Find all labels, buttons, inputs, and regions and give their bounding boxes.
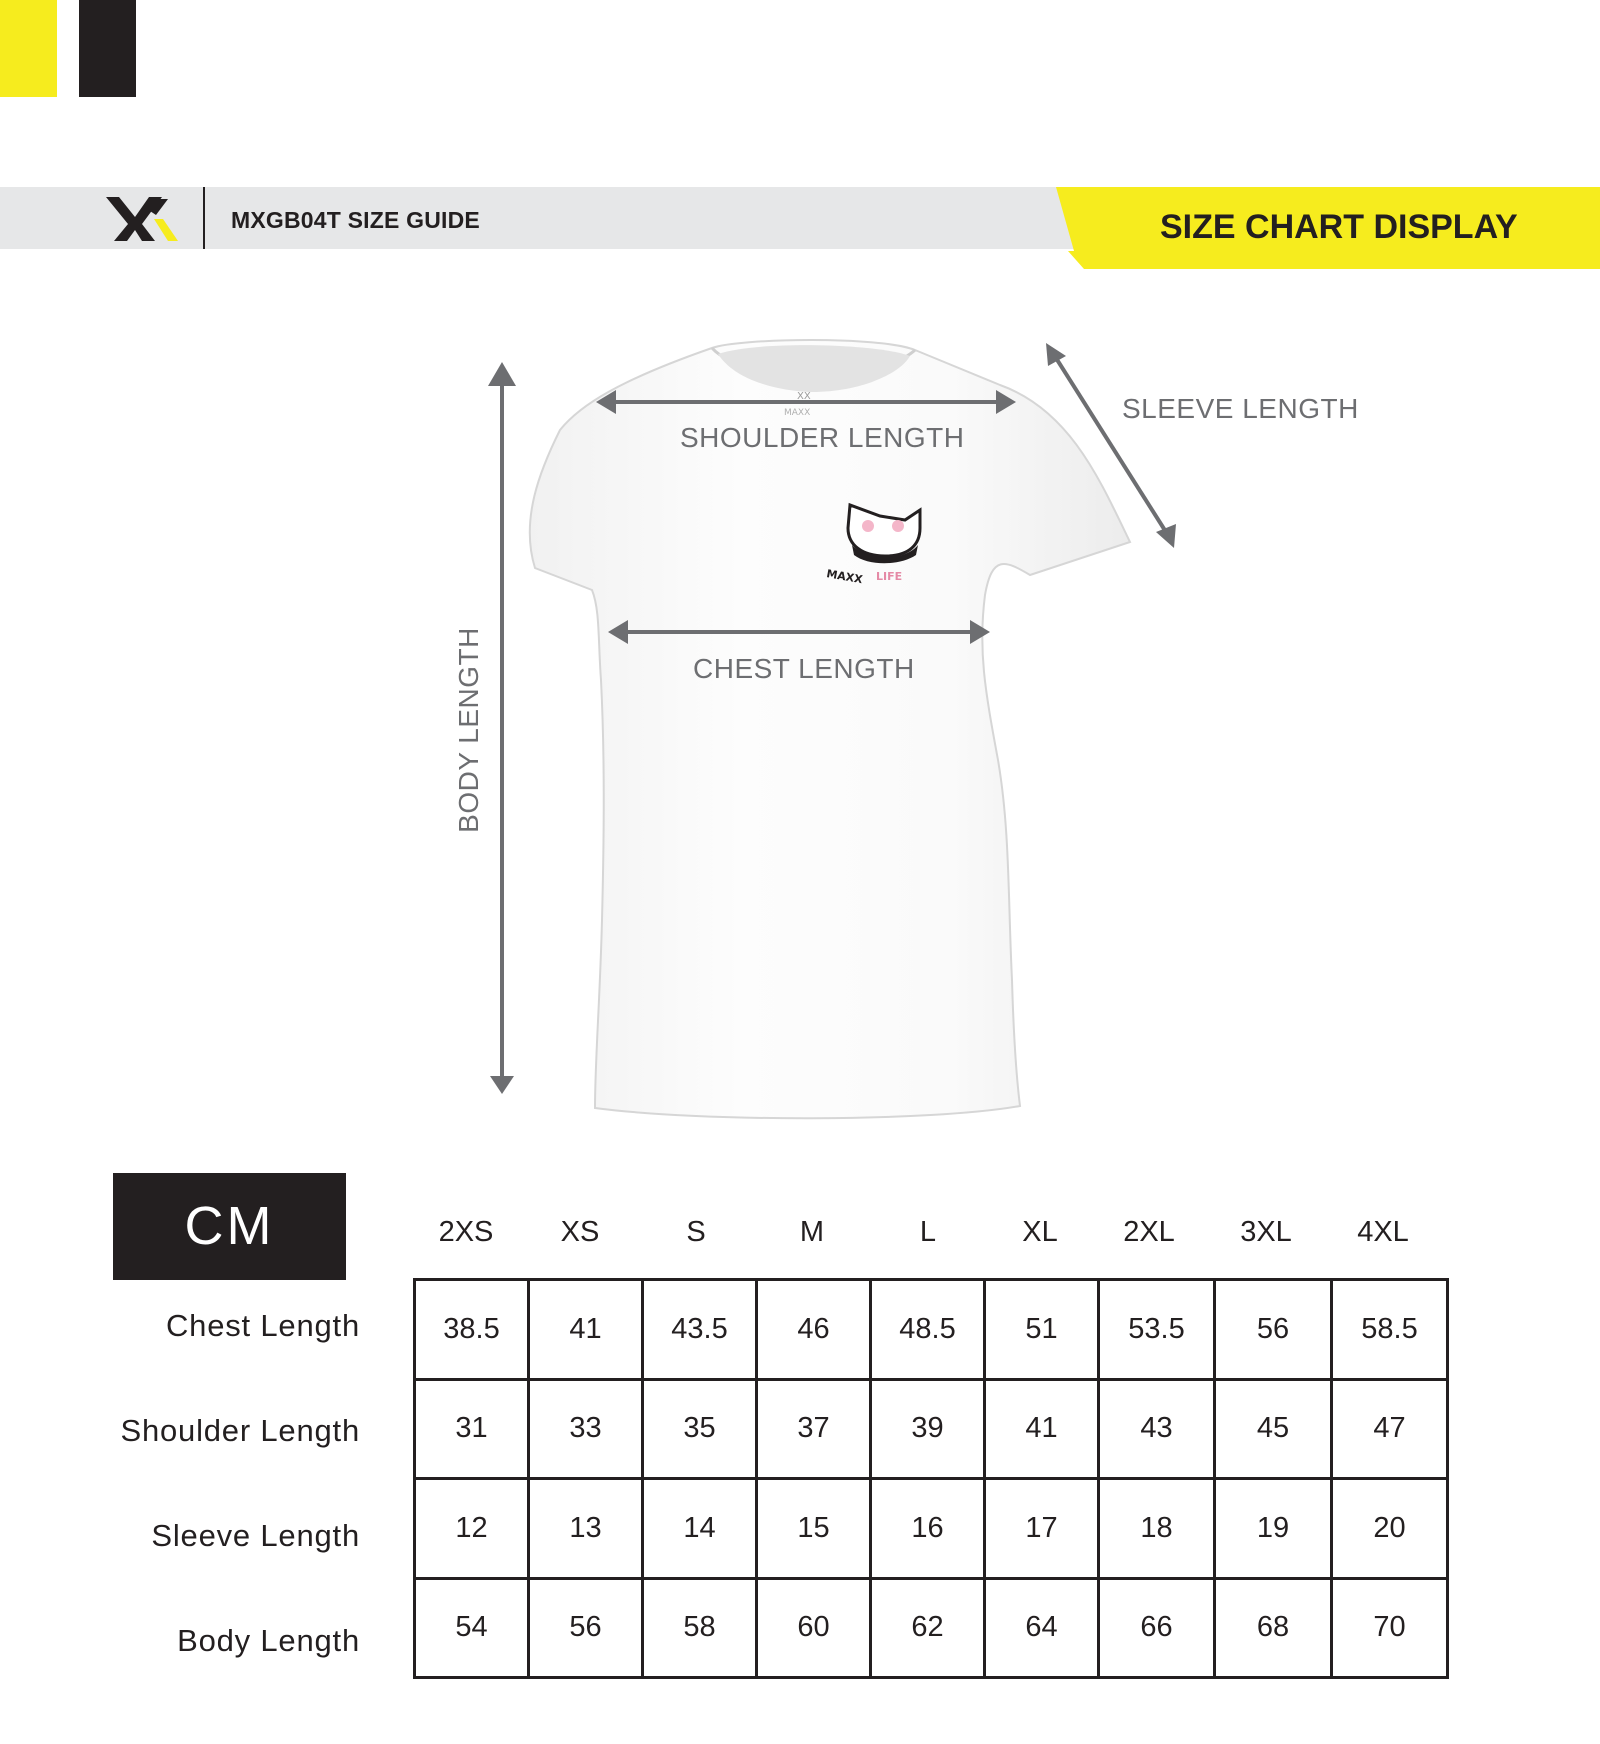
table-cell: 14 [643, 1479, 757, 1579]
size-header-m: M [799, 1216, 825, 1248]
shoulder-length-label: SHOULDER LENGTH [680, 422, 965, 453]
unit-badge: CM [113, 1173, 346, 1280]
table-row-chest [415, 1280, 1448, 1380]
corner-black-bar [79, 0, 136, 97]
table-cell: 12 [415, 1479, 529, 1579]
table-cell: 43 [1099, 1379, 1215, 1479]
tshirt-shape [530, 340, 1130, 1118]
row-label-chest: Chest Length [165, 1308, 360, 1343]
row-label-sleeve: Sleeve Length [151, 1518, 360, 1553]
table-cell: 66 [1099, 1578, 1215, 1678]
table-cell: 16 [871, 1479, 985, 1579]
size-header-s: S [686, 1216, 706, 1248]
table-cell: 45 [1215, 1379, 1332, 1479]
table-cell: 31 [415, 1379, 529, 1479]
svg-text:MAXX: MAXX [784, 408, 811, 418]
table-cell: 54 [415, 1578, 529, 1678]
table-cell: 48.5 [871, 1280, 985, 1380]
table-cell: 17 [985, 1479, 1099, 1579]
table-cell: 51 [985, 1280, 1099, 1380]
table-row-body [415, 1578, 1448, 1678]
size-header-4xl: 4XL [1357, 1216, 1409, 1248]
size-table [413, 1278, 1449, 1679]
size-chart-display-title: SIZE CHART DISPLAY [1160, 208, 1518, 246]
table-cell: 33 [529, 1379, 643, 1479]
table-cell: 19 [1215, 1479, 1332, 1579]
chest-length-label: CHEST LENGTH [693, 653, 915, 684]
corner-yellow-bar [0, 0, 57, 97]
body-arrow [488, 362, 516, 1094]
table-cell: 35 [643, 1379, 757, 1479]
table-cell: 46 [757, 1280, 871, 1380]
header-divider [203, 187, 205, 249]
table-cell: 15 [757, 1479, 871, 1579]
table-cell: 60 [757, 1578, 871, 1678]
table-cell: 37 [757, 1379, 871, 1479]
sleeve-length-label: SLEEVE LENGTH [1122, 393, 1359, 424]
brand-logo [106, 197, 178, 241]
size-header-xl: XL [1022, 1216, 1058, 1248]
size-header-2xs: 2XS [438, 1216, 494, 1248]
size-header-3xl: 3XL [1240, 1216, 1292, 1248]
row-label-body: Body Length [177, 1623, 360, 1658]
table-cell: 68 [1215, 1578, 1332, 1678]
table-cell: 20 [1332, 1479, 1448, 1579]
table-cell: 38.5 [415, 1280, 529, 1380]
svg-text:LIFE: LIFE [876, 570, 903, 583]
body-length-label: BODY LENGTH [453, 627, 484, 833]
table-cell: 13 [529, 1479, 643, 1579]
size-header-xs: XS [560, 1216, 600, 1248]
table-row-shoulder [415, 1379, 1448, 1479]
table-cell: 58 [643, 1578, 757, 1678]
table-cell: 43.5 [643, 1280, 757, 1380]
size-header-l: L [919, 1216, 937, 1248]
table-cell: 56 [1215, 1280, 1332, 1380]
table-cell: 41 [529, 1280, 643, 1380]
table-cell: 56 [529, 1578, 643, 1678]
svg-text:XX: XX [797, 391, 811, 402]
table-cell: 64 [985, 1578, 1099, 1678]
table-cell: 18 [1099, 1479, 1215, 1579]
svg-text:MAXX: MAXX [825, 567, 864, 587]
table-cell: 70 [1332, 1578, 1448, 1678]
size-guide-title: MXGB04T SIZE GUIDE [231, 207, 480, 233]
table-cell: 39 [871, 1379, 985, 1479]
table-cell: 58.5 [1332, 1280, 1448, 1380]
table-cell: 53.5 [1099, 1280, 1215, 1380]
table-cell: 41 [985, 1379, 1099, 1479]
row-label-shoulder: Shoulder Length [120, 1413, 360, 1448]
table-row-sleeve [415, 1479, 1448, 1579]
table-cell: 47 [1332, 1379, 1448, 1479]
table-cell: 62 [871, 1578, 985, 1678]
size-header-2xl: 2XL [1123, 1216, 1175, 1248]
